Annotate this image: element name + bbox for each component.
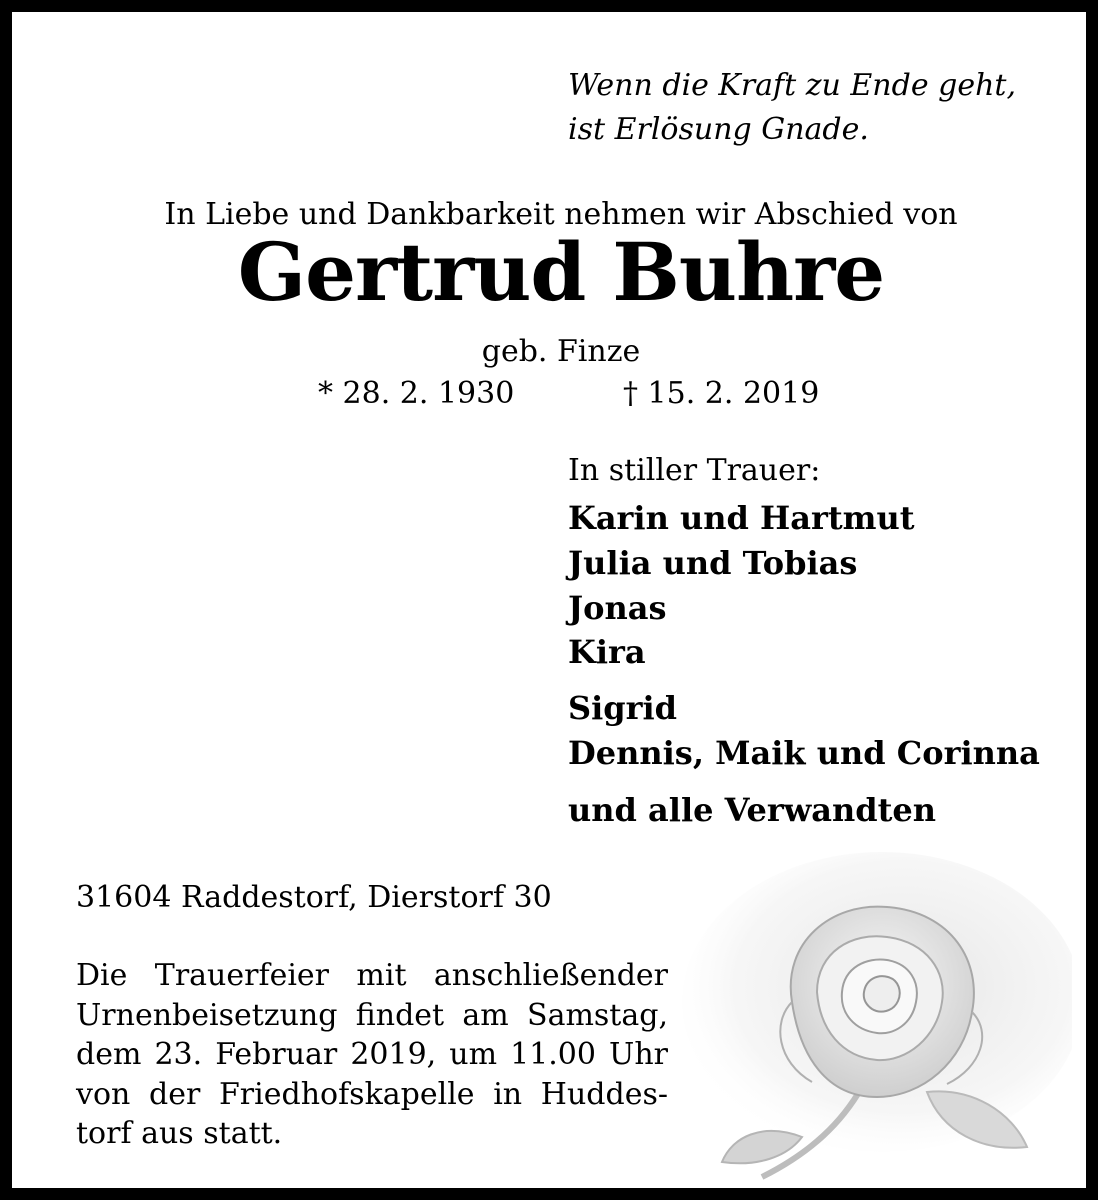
maiden-name: geb. Finze [481,334,641,369]
mourner-line: Sigrid [568,689,678,727]
death-date: † 15. 2. 2019 [623,376,820,411]
service-notice: Die Trauerfeier mit anschließender Urnenbeisetzung findet am Samstag, dem 23. Februar 2019, um 11.00 Uhr von der Friedhofskapelle in Huddestorf aus statt. [76,958,668,1151]
mourner-line: Kira [568,633,646,671]
intro-text: In Liebe und Dankbarkeit nehmen wir Abschied von [164,197,958,232]
mourners-heading: In stiller Trauer: [568,453,821,488]
mourner-line: Karin und Hartmut [568,499,915,537]
mourner-line: Julia und Tobias [568,544,858,582]
mourner-line: Jonas [568,589,667,627]
deceased-name: Gertrud Buhre [237,225,885,319]
mourners-closing: und alle Verwandten [568,791,937,829]
rose-image [652,852,1072,1182]
quote-line-1: Wenn die Kraft zu Ende geht, [568,68,1016,103]
address: 31604 Raddestorf, Dierstorf 30 [76,880,552,915]
mourner-line: Dennis, Maik und Corinna [568,734,1040,772]
birth-date: * 28. 2. 1930 [318,376,515,411]
quote-line-2: ist Erlösung Gnade. [568,112,869,147]
